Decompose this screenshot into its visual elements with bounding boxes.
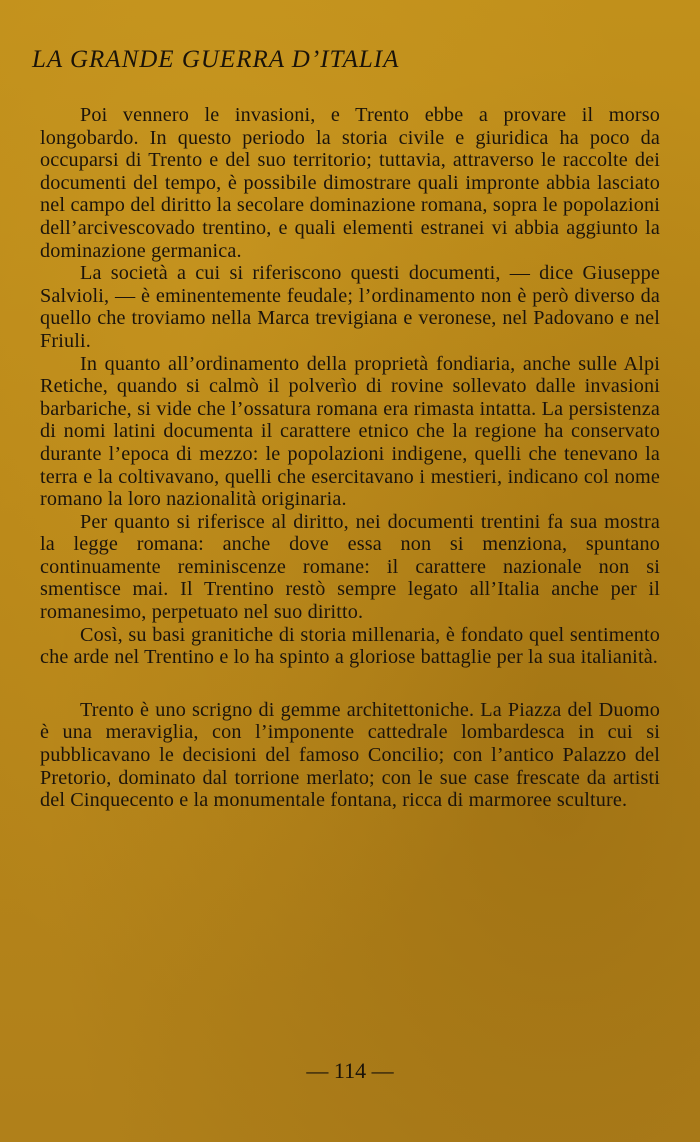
- paragraph: In quanto all’ordinamento della proprietà fondiaria, anche sulle Alpi Retiche, quando si calmò il polverìo di rovine sollevato dalle invasioni barbariche, si vide che l’ossatura romana era rimasta intatta. La persistenza di nomi latini documenta il carattere etnico che la regione ha conservato durante l’epoca di mezzo: le popolazioni indigene, quelli che tenevano la terra e la coltivavano, quelli che esercitavano i mestieri, indicano col nome romano la loro nazionalità originaria.: [40, 352, 660, 511]
- page-number: — 114 —: [306, 1058, 394, 1083]
- paragraph: Poi vennero le invasioni, e Trento ebbe a provare il morso longobardo. In questo periodo la storia civile e giuridica ha poco da occuparsi di Trento e del suo territorio; tuttavia, attraverso le raccolte dei documenti del tempo, è possibile dimostrare quali impronte abbia lasciato nel campo del diritto la secolare dominazione romana, sopra le popolazioni dell’arcivescovado trentino, e quali elementi estranei vi abbia aggiunto la dominazione germanica.: [40, 104, 660, 262]
- paragraph: La società a cui si riferiscono questi documenti, — dice Giuseppe Salvioli, — è eminentemente feudale; l’ordinamento non è però diverso da quello che troviamo nella Marca trevigiana e veronese, nel Padovano e nel Friuli.: [40, 262, 660, 352]
- paragraph: Trento è uno scrigno di gemme architettoniche. La Piazza del Duomo è una meraviglia, con l’imponente cattedrale lombardesca in cui si pubblicavano le decisioni del famoso Concilio; con l’antico Palazzo del Pretorio, dominato dal torrione merlato; con le sue case frescate da artisti del Cinquecento e la monumentale fontana, ricca di marmoree sculture.: [40, 698, 660, 812]
- paragraph: Così, su basi granitiche di storia millenaria, è fondato quel sentimento che arde nel Trentino e lo ha spinto a gloriose battaglie per la sua italianità.: [40, 623, 660, 669]
- body-text: [40, 104, 660, 812]
- section-break: [40, 669, 660, 699]
- paragraph: Per quanto si riferisce al diritto, nei documenti trentini fa sua mostra la legge romana: anche dove essa non si menziona, spuntano continuamente reminiscenze romane: il carattere nazionale non si smentisce mai. Il Trentino restò sempre legato all’Italia anche per il romanesimo, perpetuato nel suo diritto.: [40, 510, 660, 624]
- running-title: LA GRANDE GUERRA D’ITALIA: [32, 46, 400, 73]
